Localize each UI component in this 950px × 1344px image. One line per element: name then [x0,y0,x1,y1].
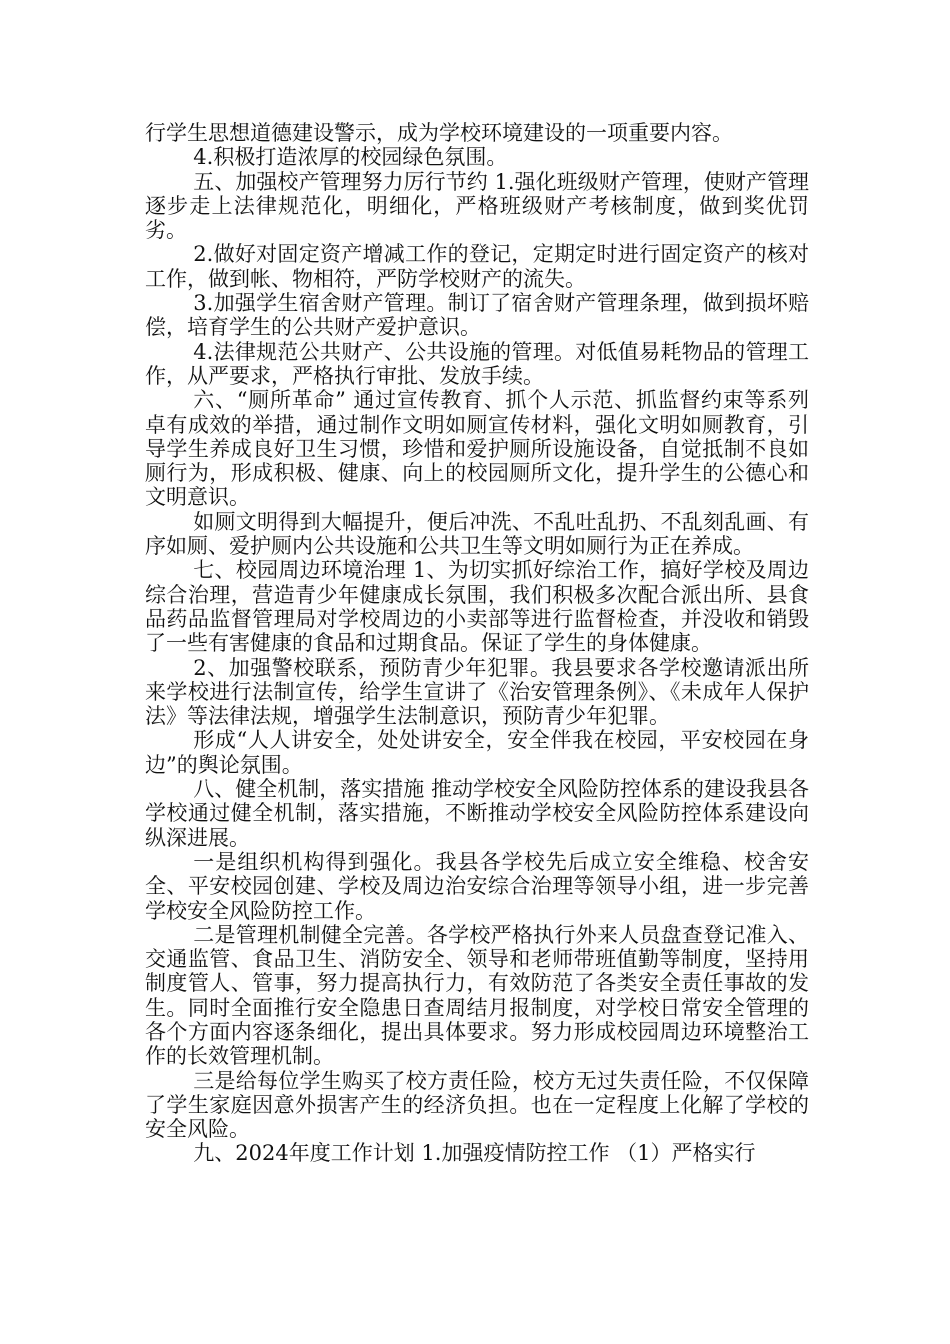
section-heading-paragraph: 八、健全机制，落实措施 推动学校安全风险防控体系的建设我县各学校通过健全机制，落实措施，不断推动学校安全风险防控体系建设向纵深进展。 [145,777,809,850]
paragraph: 形成“人人讲安全，处处讲安全，安全伴我在校园，平安校园在身边”的舆论氛围。 [145,728,809,777]
paragraph: 三是给每位学生购买了校方责任险，校方无过失责任险，不仅保障了学生家庭因意外损害产生的经济负担。也在一定程度上化解了学校的安全风险。 [145,1068,809,1142]
document-page [145,121,809,1166]
section-heading-paragraph: 七、校园周边环境治理 1、为切实抓好综治工作，搞好学校及周边综合治理，营造青少年健康成长氛围，我们积极多次配合派出所、县食品药品监督管理局对学校周边的小卖部等进行监督检查，并没收和销毁了一些有害健康的食品和过期食品。保证了学生的身体健康。 [145,558,809,656]
paragraph: 2.做好对固定资产增减工作的登记，定期定时进行固定资产的核对工作，做到帐、物相符，严防学校财产的流失。 [145,242,809,291]
paragraph: 如厕文明得到大幅提升，便后冲洗、不乱吐乱扔、不乱刻乱画、有序如厕、爱护厕内公共设施和公共卫生等文明如厕行为正在养成。 [145,509,809,559]
section-heading-paragraph: 六、“厕所革命” 通过宣传教育、抓个人示范、抓监督约束等系列卓有成效的举措，通过制作文明如厕宣传材料，强化文明如厕教育，引导学生养成良好卫生习惯，珍惜和爱护厕所设施设备，自觉抵制不良如厕行为，形成积极、健康、向上的校园厕所文化，提升学生的公德心和文明意识。 [145,388,809,510]
paragraph: 二是管理机制健全完善。各学校严格执行外来人员盘查登记准入、交通监管、食品卫生、消防安全、领导和老师带班值勤等制度，坚持用制度管人、管事，努力提高执行力，有效防范了各类安全责任事故的发生。同时全面推行安全隐患日查周结月报制度，对学校日常安全管理的各个方面内容逐条细化，提出具体要求。努力形成校园周边环境整治工作的长效管理机制。 [145,922,809,1069]
paragraph: 一是组织机构得到强化。我县各学校先后成立安全维稳、校舍安全、平安校园创建、学校及周边治安综合治理等领导小组，进一步完善学校安全风险防控工作。 [145,849,809,923]
section-heading-paragraph: 五、加强校产管理努力厉行节约 1.强化班级财产管理，使财产管理逐步走上法律规范化，明细化，严格班级财产考核制度，做到奖优罚劣。 [145,169,809,243]
paragraph: 2、加强警校联系，预防青少年犯罪。我县要求各学校邀请派出所来学校进行法制宣传，给学生宣讲了《治安管理条例》、《未成年人保护法》等法律法规，增强学生法制意识，预防青少年犯罪。 [145,655,809,729]
section-heading-paragraph: 九、2024年度工作计划 1.加强疫情防控工作 （1）严格实行 [193,1141,756,1166]
paragraph: 3.加强学生宿舍财产管理。制订了宿舍财产管理条理，做到损坏赔偿，培育学生的公共财产爱护意识。 [145,291,809,340]
paragraph: 4.法律规范公共财产、公共设施的管理。对低值易耗物品的管理工作，从严要求，严格执行审批、发放手续。 [145,339,809,388]
paragraph: 行学生思想道德建设警示，成为学校环境建设的一项重要内容。 [145,121,733,145]
paragraph: 4.积极打造浓厚的校园绿色氛围。 [193,145,508,170]
